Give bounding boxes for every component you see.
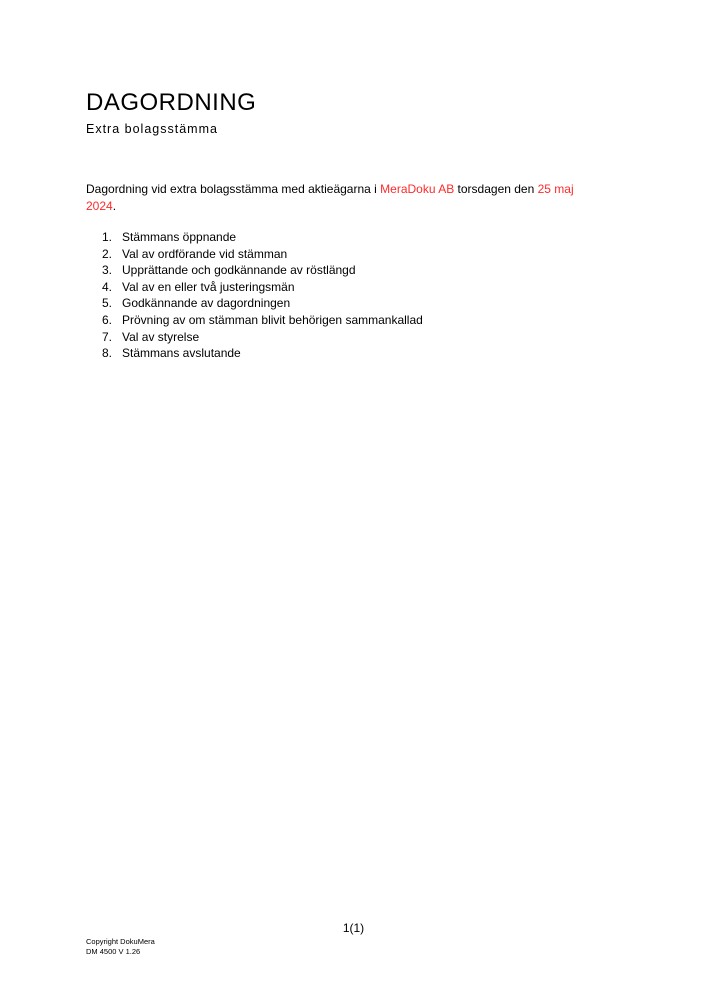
agenda-item-number: 7. [101, 329, 112, 344]
agenda-item [86, 295, 606, 312]
agenda-item [86, 262, 606, 279]
agenda-item-number: 2. [101, 246, 112, 261]
agenda-item [86, 279, 606, 296]
agenda-item-number: 6. [101, 312, 112, 327]
agenda-item-number: 4. [101, 279, 112, 294]
copyright-text: Copyright DokuMera [86, 937, 155, 946]
agenda-item-number: 3. [101, 263, 112, 278]
agenda-list [86, 229, 606, 362]
agenda-item-text: Prövning av om stämman blivit behörigen sammankallad [122, 312, 423, 327]
agenda-item-text: Stämmans avslutande [122, 346, 241, 361]
page-number [0, 921, 707, 935]
company-name: MeraDoku AB [380, 182, 455, 196]
agenda-item [86, 345, 606, 362]
intro-middle: torsdagen den [454, 182, 538, 196]
meeting-date-day: 25 maj [537, 182, 574, 196]
page-number-text: 1(1) [342, 921, 365, 935]
page-footer [86, 937, 155, 957]
agenda-item-number: 1. [101, 230, 112, 244]
agenda-item [86, 246, 606, 263]
agenda-item [86, 329, 606, 346]
agenda-item-text: Upprättande och godkännande av röstlängd [122, 263, 356, 278]
intro-paragraph [86, 181, 606, 215]
agenda-item-text: Val av en eller två justeringsmän [122, 279, 295, 294]
document-subtitle: Extra bolagsstämma [86, 122, 218, 136]
agenda-item-text: Val av styrelse [122, 329, 200, 344]
intro-suffix: . [112, 199, 117, 213]
version-text: DM 4500 V 1.26 [86, 947, 141, 956]
meeting-date-year: 2024 [86, 199, 113, 213]
intro-prefix: Dagordning vid extra bolagsstämma med aktieägarna i [86, 182, 381, 196]
agenda-item [86, 312, 606, 329]
agenda-item [86, 229, 606, 246]
agenda-item-text: Val av ordförande vid stämman [122, 246, 288, 261]
agenda-item-number: 5. [101, 296, 112, 311]
agenda-item-number: 8. [101, 346, 112, 361]
agenda-item-text: Godkännande av dagordningen [122, 296, 291, 311]
document-title: DAGORDNING [86, 89, 257, 116]
agenda-item-text: Stämmans öppnande [122, 230, 237, 244]
